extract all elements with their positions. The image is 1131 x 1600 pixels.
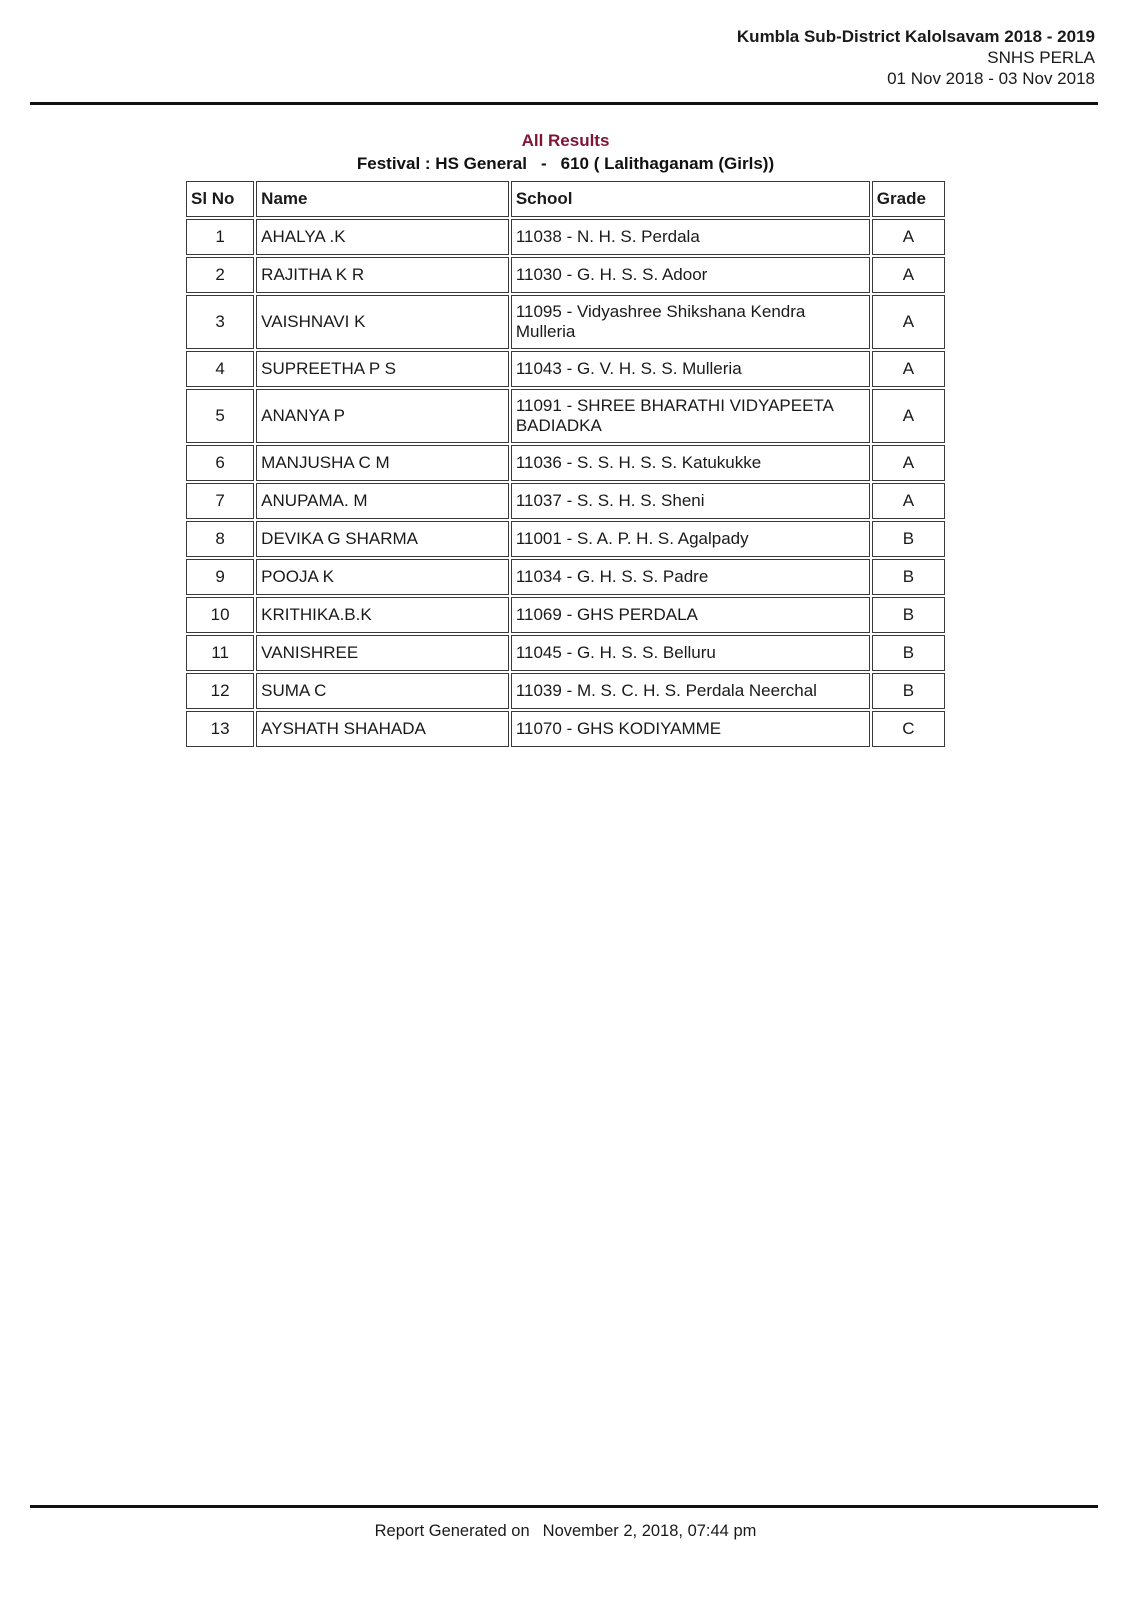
sl-no-cell: 13 xyxy=(186,711,254,747)
col-header-sl-no: Sl No xyxy=(186,181,254,217)
grade-cell: A xyxy=(872,219,945,255)
school-cell: 11045 - G. H. S. S. Belluru xyxy=(511,635,870,671)
grade-cell: B xyxy=(872,597,945,633)
grade-cell: A xyxy=(872,351,945,387)
sl-no-cell: 4 xyxy=(186,351,254,387)
name-cell: AYSHATH SHAHADA xyxy=(256,711,509,747)
sl-no-cell: 3 xyxy=(186,295,254,349)
results-table-header xyxy=(186,181,945,217)
grade-cell: A xyxy=(872,295,945,349)
name-cell: SUMA C xyxy=(256,673,509,709)
table-row xyxy=(186,559,945,595)
grade-cell: B xyxy=(872,559,945,595)
table-row xyxy=(186,445,945,481)
grade-cell: A xyxy=(872,483,945,519)
school-cell: 11039 - M. S. C. H. S. Perdala Neerchal xyxy=(511,673,870,709)
sl-no-cell: 12 xyxy=(186,673,254,709)
school-cell: 11069 - GHS PERDALA xyxy=(511,597,870,633)
school-cell: 11043 - G. V. H. S. S. Mulleria xyxy=(511,351,870,387)
sl-no-cell: 8 xyxy=(186,521,254,557)
school-cell: 11036 - S. S. H. S. S. Katukukke xyxy=(511,445,870,481)
table-row xyxy=(186,711,945,747)
festival-line xyxy=(0,153,1131,174)
sl-no-cell: 9 xyxy=(186,559,254,595)
sl-no-cell: 6 xyxy=(186,445,254,481)
col-header-name: Name xyxy=(256,181,509,217)
results-table xyxy=(184,179,947,749)
sl-no-cell: 1 xyxy=(186,219,254,255)
date-range: 01 Nov 2018 - 03 Nov 2018 xyxy=(887,69,1095,88)
table-row xyxy=(186,295,945,349)
school-cell: 11091 - SHREE BHARATHI VIDYAPEETA BADIADKA xyxy=(511,389,870,443)
col-header-school: School xyxy=(511,181,870,217)
table-row xyxy=(186,351,945,387)
name-cell: VANISHREE xyxy=(256,635,509,671)
name-cell: SUPREETHA P S xyxy=(256,351,509,387)
festival-separator: - xyxy=(540,154,547,173)
table-row xyxy=(186,389,945,443)
grade-cell: A xyxy=(872,257,945,293)
grade-cell: C xyxy=(872,711,945,747)
footer-text xyxy=(0,1521,1131,1541)
header-divider xyxy=(30,102,1098,105)
sl-no-cell: 5 xyxy=(186,389,254,443)
school-cell: 11037 - S. S. H. S. Sheni xyxy=(511,483,870,519)
grade-cell: A xyxy=(872,445,945,481)
footer-divider xyxy=(30,1505,1098,1508)
sl-no-cell: 2 xyxy=(186,257,254,293)
school-cell: 11034 - G. H. S. S. Padre xyxy=(511,559,870,595)
table-row xyxy=(186,257,945,293)
school-cell: 11038 - N. H. S. Perdala xyxy=(511,219,870,255)
table-row xyxy=(186,521,945,557)
table-row xyxy=(186,483,945,519)
name-cell: DEVIKA G SHARMA xyxy=(256,521,509,557)
footer-timestamp: November 2, 2018, 07:44 pm xyxy=(542,1522,757,1540)
school-cell: 11095 - Vidyashree Shikshana Kendra Mulleria xyxy=(511,295,870,349)
festival-event: 610 ( Lalithaganam (Girls)) xyxy=(560,154,775,173)
table-row xyxy=(186,219,945,255)
table-row xyxy=(186,673,945,709)
table-row xyxy=(186,597,945,633)
grade-cell: A xyxy=(872,389,945,443)
event-title: Kumbla Sub-District Kalolsavam 2018 - 2019 xyxy=(736,27,1095,46)
page-header xyxy=(0,0,1131,89)
festival-label: Festival : HS General xyxy=(356,154,527,173)
name-cell: ANANYA P xyxy=(256,389,509,443)
grade-cell: B xyxy=(872,635,945,671)
grade-cell: B xyxy=(872,673,945,709)
venue: SNHS PERLA xyxy=(987,48,1095,67)
name-cell: VAISHNAVI K xyxy=(256,295,509,349)
report-title: All Results xyxy=(521,131,610,150)
footer-label: Report Generated on xyxy=(374,1522,530,1540)
name-cell: ANUPAMA. M xyxy=(256,483,509,519)
name-cell: MANJUSHA C M xyxy=(256,445,509,481)
results-table-body xyxy=(186,219,945,747)
sl-no-cell: 10 xyxy=(186,597,254,633)
school-cell: 11001 - S. A. P. H. S. Agalpady xyxy=(511,521,870,557)
school-cell: 11030 - G. H. S. S. Adoor xyxy=(511,257,870,293)
name-cell: RAJITHA K R xyxy=(256,257,509,293)
sl-no-cell: 7 xyxy=(186,483,254,519)
table-row xyxy=(186,635,945,671)
sl-no-cell: 11 xyxy=(186,635,254,671)
name-cell: POOJA K xyxy=(256,559,509,595)
school-cell: 11070 - GHS KODIYAMME xyxy=(511,711,870,747)
name-cell: AHALYA .K xyxy=(256,219,509,255)
name-cell: KRITHIKA.B.K xyxy=(256,597,509,633)
grade-cell: B xyxy=(872,521,945,557)
col-header-grade: Grade xyxy=(872,181,945,217)
header-row xyxy=(186,181,945,217)
